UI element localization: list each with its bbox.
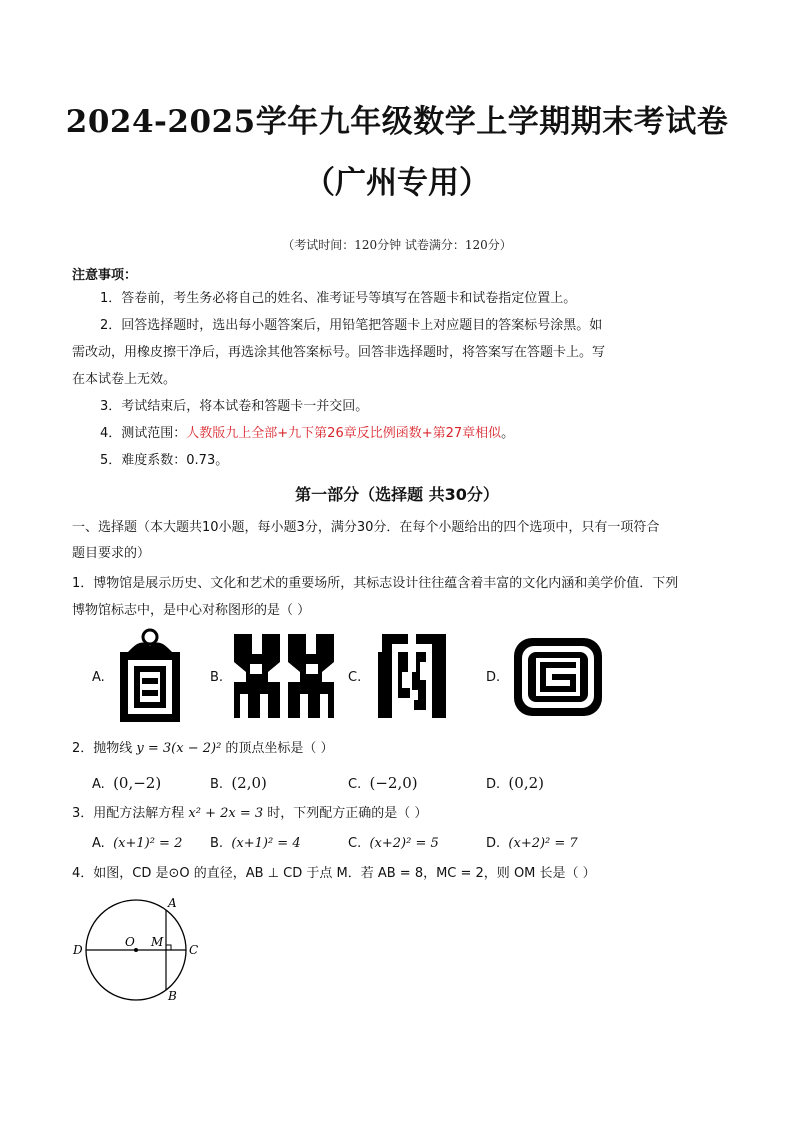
q3-option-d-value: (x+2)² = 7: [508, 836, 578, 851]
q2-option-c-label: C.: [348, 777, 362, 792]
q2-option-a-value: (0,−2): [113, 774, 162, 792]
q2-option-b-label: B.: [210, 777, 224, 792]
q2-option-b: [210, 774, 267, 792]
q3-formula: x² + 2x = 3: [188, 806, 264, 821]
note-item-4-prefix: 4．测试范围：: [100, 426, 187, 441]
q3-option-a: [92, 836, 182, 851]
note-item-2-line2: 需改动，用橡皮擦干净后，再选涂其他答案标号。回答非选择题时，将答案写在答题卡上。写: [72, 345, 606, 360]
museum-logo-b: [232, 632, 336, 720]
label-b: B: [168, 989, 177, 1003]
q2-stem-prefix: 2．抛物线: [72, 741, 137, 756]
section-title: 第一部分（选择题 共30分）: [295, 485, 499, 504]
q3-option-c-label: C.: [348, 836, 362, 851]
q2-option-d-label: D.: [486, 777, 501, 792]
label-m: M: [151, 935, 164, 949]
q3-stem-suffix: 时，下列配方正确的是（ ）: [263, 806, 428, 821]
q2-stem-suffix: 的顶点坐标是（ ）: [221, 741, 334, 756]
museum-logo-d: [512, 636, 604, 718]
q4-stem: 4．如图，CD 是⊙O 的直径，AB ⊥ CD 于点 M．若 AB = 8，MC = 2，则 OM 长是（ ）: [72, 866, 596, 881]
note-item-5: 5．难度系数：0.73。: [100, 453, 229, 468]
exam-info: （考试时间：120分钟 试卷满分：120分）: [282, 238, 512, 252]
right-angle-mark: [166, 945, 171, 950]
q1-option-d-label: D.: [486, 670, 501, 685]
q3-option-a-value: (x+1)² = 2: [113, 836, 183, 851]
museum-logo-a: [112, 628, 188, 724]
q1-option-a-label: A.: [92, 670, 105, 685]
q1-option-b-label: B.: [210, 670, 224, 685]
q2-option-c: [348, 774, 418, 792]
note-item-2-line3: 在本试卷上无效。: [72, 372, 177, 387]
notes-heading: 注意事项：: [72, 268, 138, 283]
note-item-2-line1: 2．回答选择题时，选出每小题答案后，用铅笔把答题卡上对应题目的答案标号涂黑。如: [100, 318, 603, 333]
q2-option-d: [486, 774, 544, 792]
q1-option-c-label: C.: [348, 670, 362, 685]
q2-option-a-label: A.: [92, 777, 105, 792]
exam-subtitle: （广州专用）: [304, 165, 490, 201]
q3-option-b-value: (x+1)² = 4: [231, 836, 301, 851]
q3-option-d-label: D.: [486, 836, 501, 851]
q3-option-b: [210, 836, 301, 851]
q3-stem-prefix: 3．用配方法解方程: [72, 806, 189, 821]
museum-logo-c: [372, 632, 452, 720]
label-c: C: [189, 943, 199, 957]
q3-option-c-value: (x+2)² = 5: [369, 836, 439, 851]
note-item-3: 3．考试结束后，将本试卷和答题卡一并交回。: [100, 399, 369, 414]
q2-option-a: [92, 774, 161, 792]
circle-diagram: [68, 890, 218, 1010]
label-a: A: [168, 896, 177, 910]
q3-stem: [72, 804, 427, 824]
note-item-1: 1．答卷前，考生务必将自己的姓名、准考证号等填写在答题卡和试卷指定位置上。: [100, 291, 577, 306]
q2-formula: y = 3(x − 2)²: [136, 741, 222, 756]
q3-option-c: [348, 836, 439, 851]
q2-stem: [72, 739, 334, 759]
q1-stem-line1: 1．博物馆是展示历史、文化和艺术的重要场所，其标志设计往往蕴含着丰富的文化内涵和美学价值．下列: [72, 576, 679, 591]
q3-option-b-label: B.: [210, 836, 224, 851]
q1-stem-line2: 博物馆标志中，是中心对称图形的是（ ）: [72, 603, 311, 618]
section-intro-line2: 题目要求的）: [72, 546, 151, 561]
test-scope: 人教版九上全部+九下第26章反比例函数+第27章相似: [186, 426, 502, 441]
section-intro-line1: 一、选择题（本大题共10小题，每小题3分，满分30分．在每个小题给出的四个选项中，只有一项符合: [72, 520, 660, 535]
note-item-4: [100, 424, 514, 444]
q3-option-a-label: A.: [92, 836, 105, 851]
label-d: D: [73, 943, 83, 957]
q3-option-d: [486, 836, 578, 851]
q2-option-b-value: (2,0): [231, 774, 267, 792]
q2-option-d-value: (0,2): [508, 774, 544, 792]
exam-title: 2024-2025学年九年级数学上学期期末考试卷: [65, 104, 729, 140]
label-o: O: [125, 935, 135, 949]
q2-option-c-value: (−2,0): [369, 774, 418, 792]
note-item-4-suffix: 。: [501, 426, 515, 441]
